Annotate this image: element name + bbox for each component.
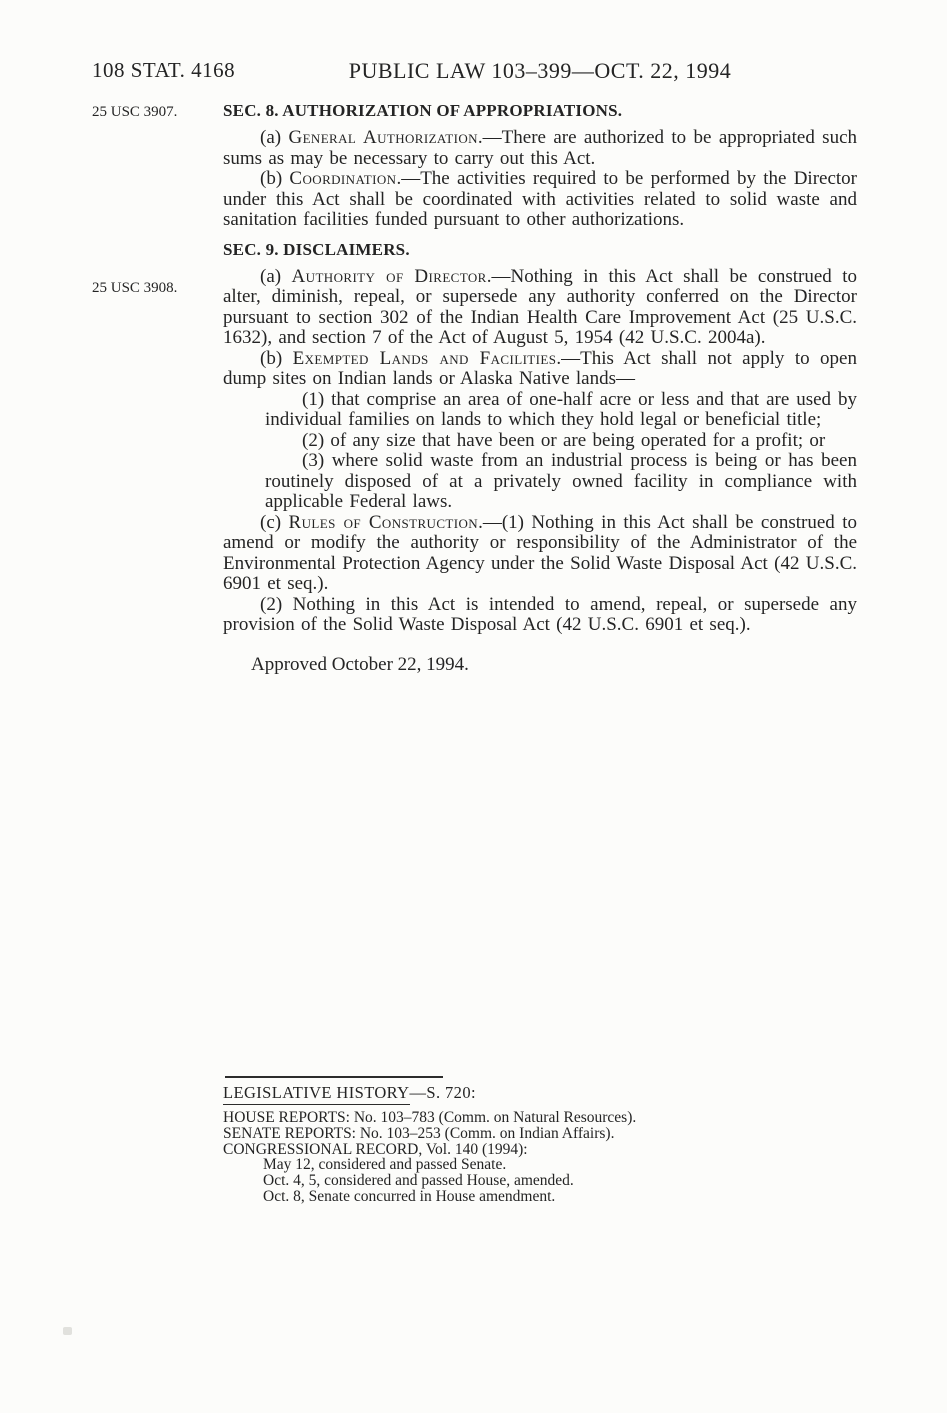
subsection-label: (a) (260, 265, 292, 287)
senate-reports-line: SENATE REPORTS: No. 103–253 (Comm. on Indian Affairs). (223, 1124, 615, 1142)
legislative-history (223, 1076, 663, 1205)
margin-note-usc-3907: 25 USC 3907. (92, 104, 178, 120)
subsection-title-smallcaps: Coordination (289, 168, 397, 189)
section-8-heading: SEC. 8. AUTHORIZATION OF APPROPRIATIONS. (223, 101, 623, 120)
sec9-item-2: (2) of any size that have been or are being operated for a profit; or (302, 429, 826, 451)
legislative-history-heading-main: LEGISLATIVE HISTORY (223, 1083, 410, 1105)
sec9-paragraph-b (223, 349, 857, 390)
sec8-paragraph-b (223, 169, 857, 231)
sec8-paragraph-a (223, 128, 857, 169)
subsection-title-smallcaps: Authority of Director (291, 265, 487, 287)
scan-artifact (63, 1327, 72, 1335)
subsection-text: .—Nothing in this Act shall be construed to alter, diminish, repeal, or supersede any authority conferred on the Director pursuant to section 302 of the Indian Health Care Improvement Act (25 U.S.C. 1632), and section 7 of the Act of August 5, 1954 (42 U.S.C. 2004a). (223, 265, 858, 348)
page-header (0, 58, 947, 88)
legislative-history-heading (223, 1083, 663, 1102)
subsection-label: (b) (260, 168, 290, 189)
subsection-title-smallcaps: Rules of Construction (288, 511, 479, 533)
record-entry-oct-8: Oct. 8, Senate concurred in House amendment. (263, 1187, 556, 1205)
subsection-text: .—The activities required to be performed by the Director under this Act shall be coordinated with activities related to solid waste and sanitation facilities funded pursuant to other authorizations. (223, 168, 858, 230)
congressional-record-line: CONGRESSIONAL RECORD, Vol. 140 (1994): (223, 1140, 528, 1158)
subsection-text: .—This Act shall not apply to open dump sites on Indian lands or Alaska Native lands— (223, 347, 857, 389)
sec9-item-1: (1) that comprise an area of one-half acre or less and that are used by individual families on lands to which they hold legal or beneficial title; (265, 388, 857, 430)
stat-page-number: 108 STAT. 4168 (92, 58, 236, 82)
margin-note-usc-3908: 25 USC 3908. (92, 280, 178, 296)
approval-line: Approved October 22, 1994. (251, 653, 469, 675)
subsection-label: (b) (260, 347, 293, 369)
subsection-text: .—There are authorized to be appropriated such sums as may be necessary to carry out this Act. (223, 127, 858, 169)
sec9-paragraph-a (223, 267, 857, 349)
sec9-paragraph-c (223, 513, 857, 595)
legislative-history-heading-suffix: —S. 720: (409, 1083, 476, 1102)
running-head-law-title: PUBLIC LAW 103–399—OCT. 22, 1994 (348, 58, 732, 83)
legislative-history-rule (225, 1076, 443, 1078)
running-head-wrap (223, 58, 857, 84)
record-entry-may-12: May 12, considered and passed Senate. (263, 1156, 507, 1174)
record-entry-oct-4-5: Oct. 4, 5, considered and passed House, amended. (263, 1172, 574, 1190)
subsection-label: (a) (260, 127, 289, 148)
subsection-label: (c) (260, 511, 289, 533)
section-9-heading: SEC. 9. DISCLAIMERS. (223, 239, 410, 259)
sec9-item-3: (3) where solid waste from an industrial process is being or has been routinely disposed of at a privately owned facility in compliance with applicable Federal laws. (265, 450, 857, 512)
house-reports-line: HOUSE REPORTS: No. 103–783 (Comm. on Natural Resources). (223, 1109, 637, 1126)
sec9-paragraph-c2: (2) Nothing in this Act is intended to amend, repeal, or supersede any provision of the Solid Waste Disposal Act (42 U.S.C. 6901 et seq.). (223, 593, 857, 635)
statute-body (223, 101, 857, 675)
subsection-title-smallcaps: General Authorization (288, 127, 478, 148)
subsection-title-smallcaps: Exempted Lands and Facilities (292, 347, 557, 369)
subsection-text: .—(1) Nothing in this Act shall be construed to amend or modify the authority or responsibility of the Administrator of the Environmental Protection Agency under the Solid Waste Disposal Act (42 U.S.C. 6901 et seq.). (223, 511, 857, 594)
